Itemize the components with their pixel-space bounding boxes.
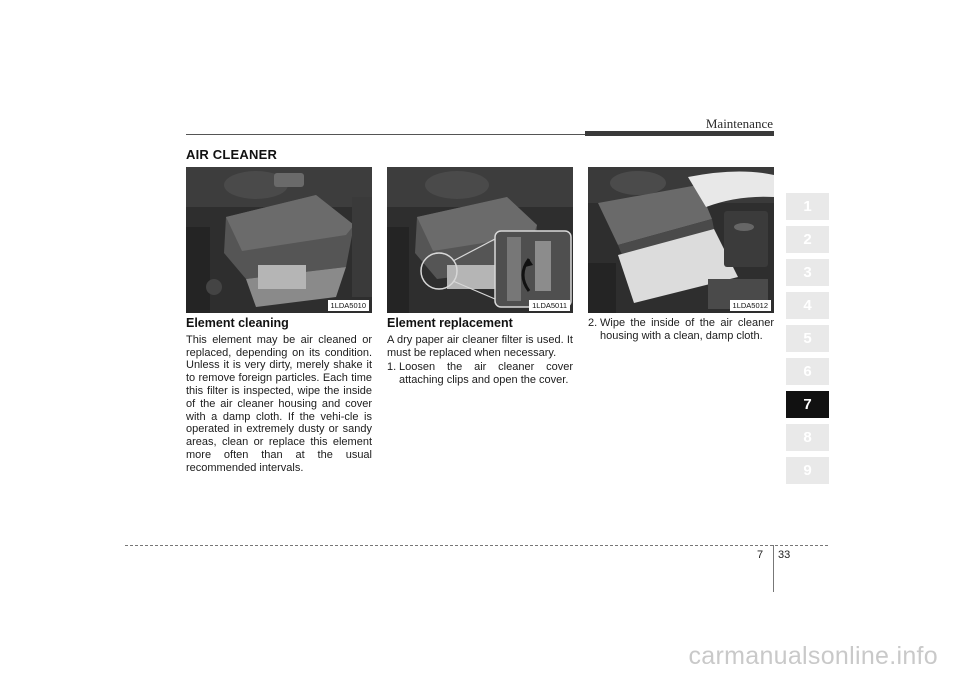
photo-clip-detail — [387, 167, 573, 313]
step-number: 1. — [387, 361, 397, 374]
chapter-tab-8[interactable]: 8 — [786, 424, 829, 451]
engine-bay-open-cover-illustration — [588, 167, 774, 313]
engine-bay-clip-illustration — [387, 167, 573, 313]
footer-rule — [125, 545, 828, 546]
step-number: 2. — [588, 317, 598, 329]
chapter-tab-2[interactable]: 2 — [786, 226, 829, 253]
engine-bay-illustration — [186, 167, 372, 313]
footer-page-number: 33 — [778, 549, 791, 561]
chapter-tab-1[interactable]: 1 — [786, 193, 829, 220]
step-text: Wipe the inside of the air cleaner housing with a clean, damp cloth. — [600, 317, 774, 342]
column-element-cleaning — [186, 317, 372, 475]
photo-code: 1LDA5012 — [730, 300, 771, 311]
step-1 — [387, 361, 573, 387]
chapter-tab-5[interactable]: 5 — [786, 325, 829, 352]
chapter-tab-7[interactable]: 7 — [786, 391, 829, 418]
header-title: Maintenance — [705, 116, 773, 131]
header-rule-accent — [585, 131, 774, 136]
heading-element-cleaning: Element cleaning — [186, 316, 289, 330]
paragraph-element-replacement: A dry paper air cleaner filter is used. It must be replaced when necessary. — [387, 333, 573, 359]
watermark: carmanualsonline.info — [688, 642, 938, 670]
paragraph-element-cleaning: This element may be air cleaned or replaced, depending on its condition. Unless it is very dirty, merely shake it to remove foreign particles. Each time this filter is inspected, wipe the inside of the air cleaner housing and cover with a damp cloth. If the vehi-cle is operated in extremely dusty or sandy areas, clean or replace this element more often than at the usual recommended intervals. — [186, 333, 372, 474]
photo-code: 1LDA5010 — [328, 300, 369, 311]
photo-open-cover — [588, 167, 774, 313]
chapter-tab-3[interactable]: 3 — [786, 259, 829, 286]
footer-chapter-number: 7 — [757, 549, 764, 561]
step-text: Loosen the air cleaner cover attaching clips and open the cover. — [399, 361, 573, 387]
chapter-tab-6[interactable]: 6 — [786, 358, 829, 385]
section-title: AIR CLEANER — [186, 147, 278, 162]
chapter-tabs — [786, 193, 829, 490]
heading-element-replacement: Element replacement — [387, 316, 513, 330]
column-element-replacement — [387, 317, 573, 387]
photo-code: 1LDA5011 — [529, 300, 570, 311]
column-wipe-housing — [588, 317, 774, 343]
chapter-tab-9[interactable]: 9 — [786, 457, 829, 484]
step-2 — [588, 317, 774, 343]
chapter-tab-4[interactable]: 4 — [786, 292, 829, 319]
photo-air-cleaner-housing — [186, 167, 372, 313]
footer-divider — [773, 545, 774, 592]
